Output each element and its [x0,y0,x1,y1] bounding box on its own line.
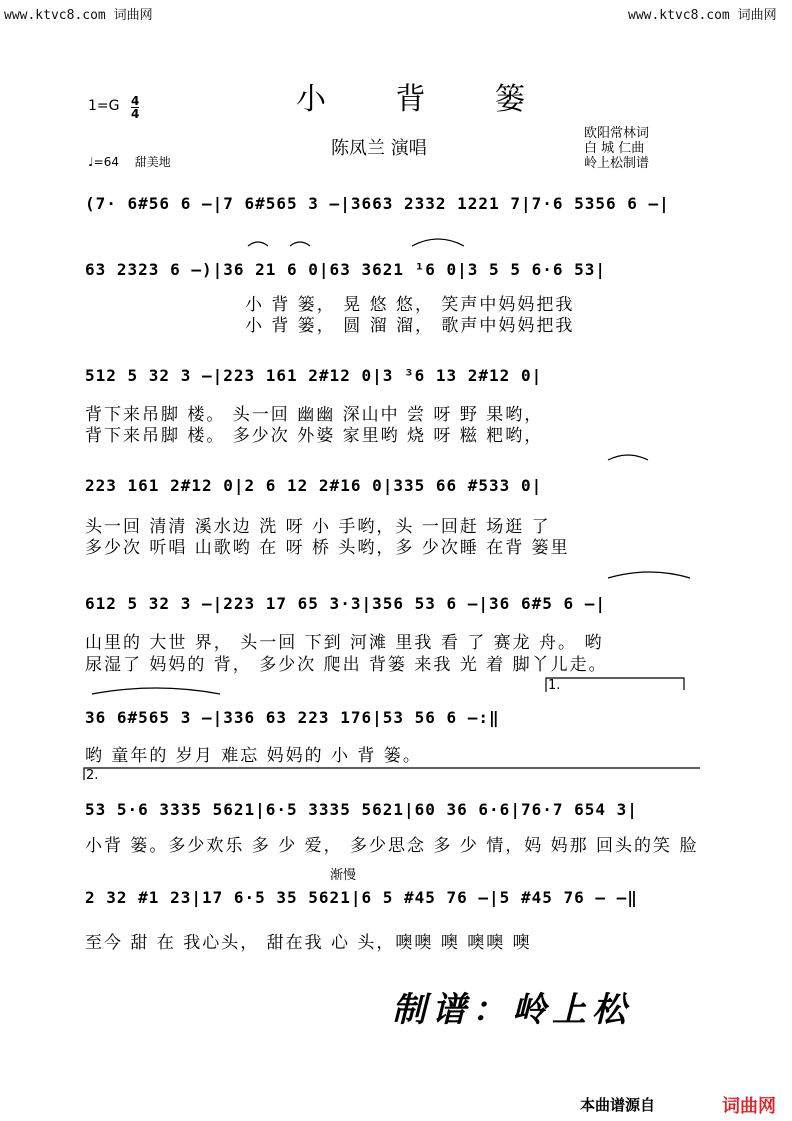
lyric-verse-2: 尿湿了 妈妈的 背， 多少次 爬出 背篓 来我 光 着 脚丫儿走。 [85,655,608,675]
lyric-line: 至今 甜 在 我心头， 甜在我 心 头，噢噢 噢 噢噢 噢 [85,933,532,953]
lyric-verse-2: 小 背 篓， 圆 溜 溜， 歌声中妈妈把我 [245,316,575,336]
transcriber-signature: 制谱：岭上松 [392,990,632,1030]
notation: 36 6#565 3 –|336 63 223 176|53 56 6 –:‖ [85,708,500,727]
lyric-verse-2: 背下来吊脚 楼。 多少次 外婆 家里哟 烧 呀 糍 粑哟， [85,426,544,446]
credit-lyricist: 欧阳常林词 [584,126,650,141]
time-signature [131,95,139,120]
notation: 223 161 2#12 0|2 6 12 2#16 0|335 66 #533 0| [85,476,543,495]
credit-composer: 白 城 仁曲 [584,141,645,156]
score-row-7 [85,792,715,836]
footer-brand-logo[interactable]: 词曲网 [722,1096,776,1117]
credit-transcriber: 岭上松制谱 [584,156,650,171]
key-signature: 1=G [88,98,120,114]
tempo-marking: ♩=64 甜美地 [88,155,171,169]
notation: (7· 6#56 6 –|7 6#565 3 –|3663 2332 1221 7|7·6 5356 6 –| [85,194,670,213]
notation: 612 5 32 3 –|223 17 65 3·3|356 53 6 –|36 6#5 6 –| [85,594,607,613]
lyric-line: 小背 篓。多少欢乐 多 少 爱， 多少思念 多 少 情，妈 妈那 回头的笑 脸 [85,836,699,856]
lyric-verse-1: 小 背 篓， 晃 悠 悠， 笑声中妈妈把我 [245,295,575,315]
lyric-verse-1: 山里的 大世 界， 头一回 下到 河滩 里我 看 了 赛龙 舟。 哟 [85,633,604,653]
credits [584,126,649,171]
score-row-6 [85,700,715,744]
site-watermark-right: www.ktvc8.com 词曲网 [628,8,777,23]
score-row-5 [85,586,715,630]
notation: 53 5·6 3335 5621|6·5 3335 5621|60 36 6·6|76·7 654 3| [85,800,638,819]
time-top: 4 [131,94,140,108]
notation: 512 5 32 3 –|223 161 2#12 0|3 ³6 13 2#12 0| [85,366,543,385]
lyric-verse-1: 背下来吊脚 楼。 头一回 幽幽 深山中 尝 呀 野 果哟， [85,405,544,425]
score-row-4 [85,468,715,512]
singer: 陈凤兰 演唱 [331,138,427,159]
score-row-3 [85,358,715,402]
lyric-line: 哟 童年的 岁月 难忘 妈妈的 小 背 篓。 [85,746,422,766]
song-title: 小 背 篓 [296,82,556,117]
time-bottom: 4 [131,107,140,121]
notation: 2 32 #1 23|17 6·5 35 5621|6 5 #45 76 –|5 #45 76 – –‖ [85,888,638,907]
volta-1-label: 1. [548,678,561,693]
score-row-1 [85,186,715,230]
footer-source: 本曲谱源自 [580,1096,656,1114]
notation: 63 2323 6 –)|36 21 6 0|63 3621 ¹6 0|3 5 5 6·6 53| [85,260,607,279]
lyric-verse-2: 多少次 听唱 山歌哟 在 呀 桥 头哟，多 少次睡 在背 篓里 [85,538,570,558]
lyric-verse-1: 头一回 清清 溪水边 洗 呀 小 手哟，头 一回赶 场逛 了 [85,517,551,537]
site-watermark-left: www.ktvc8.com 词曲网 [4,8,153,23]
volta-2-label: 2. [86,768,99,783]
ritardando-mark: 渐慢 [330,868,357,883]
score-row-8 [85,880,715,924]
